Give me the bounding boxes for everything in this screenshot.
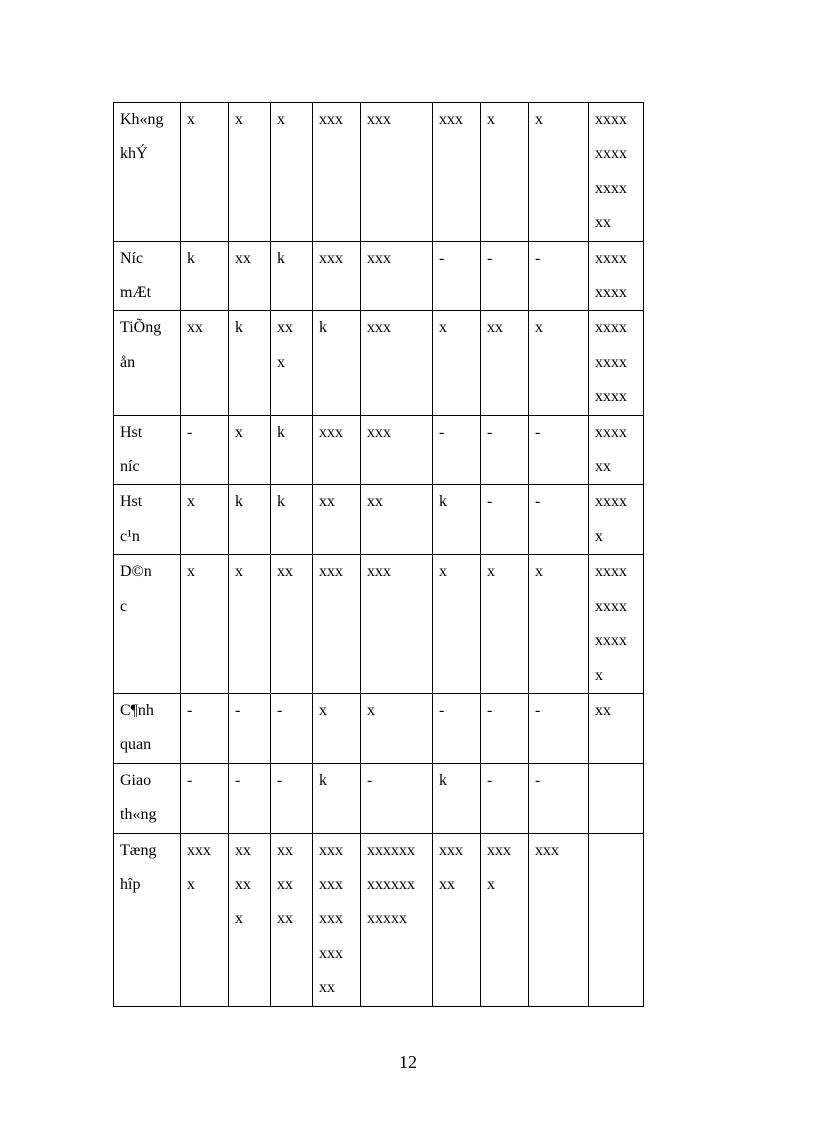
table-cell: [589, 763, 644, 833]
table-cell: x: [181, 103, 229, 242]
table-cell: x: [181, 555, 229, 694]
table-row: [114, 311, 644, 415]
table-cell: xx: [181, 311, 229, 415]
table-cell: x: [229, 415, 271, 485]
table-cell: -: [481, 763, 529, 833]
table-cell: -: [181, 415, 229, 485]
table-cell: x: [433, 555, 481, 694]
table-cell: -: [361, 763, 433, 833]
table-cell: xxx: [313, 241, 361, 311]
table-cell: xx xx x: [229, 833, 271, 1006]
table-cell: -: [433, 241, 481, 311]
table-cell: xxxx xxxx xxxx x: [589, 555, 644, 694]
page-number: 12: [399, 1052, 417, 1072]
row-label: Níc mÆt: [114, 241, 181, 311]
table-cell: xx: [313, 485, 361, 555]
table-row: [114, 833, 644, 1006]
table-cell: xxxx x: [589, 485, 644, 555]
table-cell: -: [481, 241, 529, 311]
table-cell: -: [529, 485, 589, 555]
table-cell: k: [313, 311, 361, 415]
table-cell: [589, 833, 644, 1006]
table-cell: k: [313, 763, 361, 833]
table-cell: xxx xx: [433, 833, 481, 1006]
table-row: [114, 763, 644, 833]
table-cell: xxxx xxxx xxxx xx: [589, 103, 644, 242]
table-cell: x: [529, 555, 589, 694]
table-cell: xxx: [433, 103, 481, 242]
table-cell: -: [529, 763, 589, 833]
table-cell: xxx: [529, 833, 589, 1006]
table-cell: x: [181, 485, 229, 555]
table-cell: xx: [229, 241, 271, 311]
table-cell: xx: [271, 555, 313, 694]
table-cell: x: [481, 555, 529, 694]
table-cell: xxx x: [481, 833, 529, 1006]
table-cell: -: [433, 693, 481, 763]
table-row: [114, 103, 644, 242]
table-cell: -: [481, 485, 529, 555]
table-cell: x: [229, 555, 271, 694]
table-cell: k: [433, 485, 481, 555]
table-cell: xxx: [313, 415, 361, 485]
row-label: C¶nh quan: [114, 693, 181, 763]
table-row: [114, 693, 644, 763]
table-cell: -: [229, 763, 271, 833]
table-cell: x: [481, 103, 529, 242]
table-cell: k: [181, 241, 229, 311]
table-cell: xxx: [313, 103, 361, 242]
table-cell: -: [481, 415, 529, 485]
row-label: Hst c¹n: [114, 485, 181, 555]
table-cell: -: [529, 415, 589, 485]
table-cell: xxx x: [181, 833, 229, 1006]
table-cell: x: [529, 311, 589, 415]
table-cell: x: [271, 103, 313, 242]
table-cell: x: [229, 103, 271, 242]
row-label: TiÕng ån: [114, 311, 181, 415]
row-label: Kh«ng khÝ: [114, 103, 181, 242]
table-cell: xxxx xxxx: [589, 241, 644, 311]
table-cell: xxx: [361, 241, 433, 311]
table-cell: x: [433, 311, 481, 415]
table-cell: xxx: [313, 555, 361, 694]
table-cell: xxx xxx xxx xxx xx: [313, 833, 361, 1006]
table-cell: xxx: [361, 311, 433, 415]
table-cell: xx x: [271, 311, 313, 415]
table-row: [114, 415, 644, 485]
row-label: Hst níc: [114, 415, 181, 485]
table-cell: -: [481, 693, 529, 763]
table-cell: k: [271, 485, 313, 555]
table-cell: -: [229, 693, 271, 763]
table-cell: k: [433, 763, 481, 833]
table-cell: -: [433, 415, 481, 485]
table-row: [114, 555, 644, 694]
table-cell: x: [361, 693, 433, 763]
table-cell: xxx: [361, 103, 433, 242]
table-cell: xxxx xxxx xxxx: [589, 311, 644, 415]
table-cell: -: [271, 763, 313, 833]
table-cell: k: [271, 241, 313, 311]
table-cell: x: [313, 693, 361, 763]
table-cell: -: [271, 693, 313, 763]
table-cell: xx: [481, 311, 529, 415]
row-label: Tæng hîp: [114, 833, 181, 1006]
table-cell: xx: [589, 693, 644, 763]
row-label: Giao th«ng: [114, 763, 181, 833]
table-cell: xxxxxx xxxxxx xxxxx: [361, 833, 433, 1006]
table-cell: xxxx xx: [589, 415, 644, 485]
table-cell: x: [529, 103, 589, 242]
table-cell: k: [229, 311, 271, 415]
table-cell: -: [529, 693, 589, 763]
table-row: [114, 485, 644, 555]
table-row: [114, 241, 644, 311]
table-cell: xx: [361, 485, 433, 555]
table-cell: xxx: [361, 555, 433, 694]
table-cell: k: [271, 415, 313, 485]
impact-matrix-table: [113, 102, 644, 1007]
table-cell: xx xx xx: [271, 833, 313, 1006]
row-label: D©n c: [114, 555, 181, 694]
table-cell: -: [529, 241, 589, 311]
table-cell: -: [181, 763, 229, 833]
table-cell: -: [181, 693, 229, 763]
table-cell: xxx: [361, 415, 433, 485]
table-cell: k: [229, 485, 271, 555]
